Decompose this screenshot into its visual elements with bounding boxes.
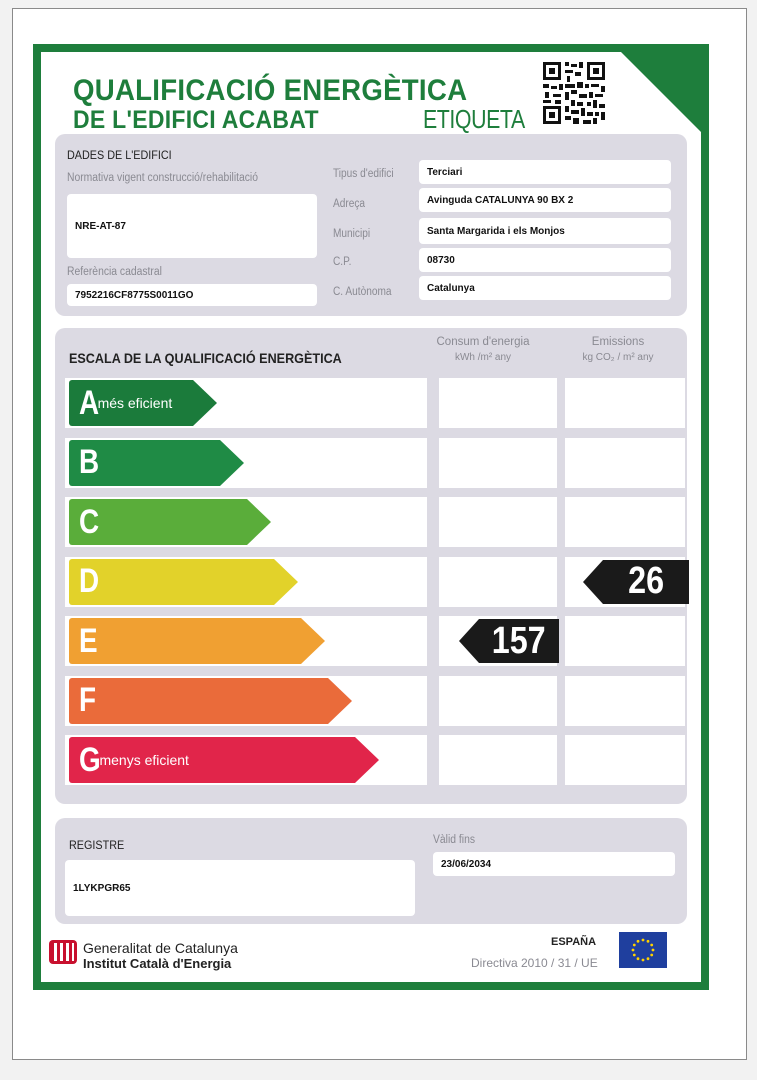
- field-label: Tipus d'edifici: [333, 168, 394, 180]
- title-line1: QUALIFICACIÓ ENERGÈTICA: [73, 74, 468, 107]
- emissions-cell: [565, 735, 685, 785]
- field-label: Municipi: [333, 228, 371, 240]
- regulation-value: NRE-AT-87: [67, 194, 317, 258]
- consumption-value-marker: [459, 619, 559, 663]
- class-arrow-f: [69, 678, 352, 724]
- class-letter: G: [79, 740, 101, 779]
- consumption-unit: kWh /m² any: [454, 352, 512, 363]
- building-section-title: DADES DE L'EDIFICI: [67, 148, 172, 162]
- consumption-cell: [439, 497, 557, 547]
- building-data-panel: [55, 134, 687, 316]
- class-arrow-a: [69, 380, 217, 426]
- emissions-value-marker-text: 26: [628, 560, 664, 602]
- cadastral-label: Referència cadastral: [67, 266, 162, 278]
- consumption-cell: [439, 378, 557, 428]
- emissions-unit: kg CO₂ / m² any: [582, 352, 654, 363]
- register-value: 1LYKPGR65: [65, 860, 415, 916]
- qr-code-icon: [541, 60, 607, 126]
- class-arrow-e: [69, 618, 325, 664]
- consumption-header: Consum d'energia: [436, 336, 530, 348]
- corner-triangle: [613, 44, 709, 140]
- emissions-cell: [565, 616, 685, 666]
- cadastral-value: 7952216CF8775S0011GO: [67, 284, 317, 306]
- regulation-label: Normativa vigent construcció/rehabilitació: [67, 172, 258, 184]
- consumption-cell: [439, 438, 557, 488]
- consumption-value-marker-text: 157: [492, 619, 546, 662]
- class-arrow-c: [69, 499, 271, 545]
- class-letter: F: [79, 681, 97, 719]
- field-value: Catalunya: [419, 276, 671, 300]
- consumption-cell: [439, 735, 557, 785]
- consumption-cell: [439, 676, 557, 726]
- emissions-cell: [565, 378, 685, 428]
- label-type: ETIQUETA: [423, 104, 525, 134]
- valid-until-label: Vàlid fins: [433, 834, 476, 846]
- country-label: ESPAÑA: [551, 936, 597, 948]
- class-arrow-d: [69, 559, 298, 605]
- register-label: REGISTRE: [69, 838, 125, 852]
- emissions-value-marker: [583, 560, 689, 604]
- class-caption: menys eficient: [99, 752, 189, 768]
- org-name-1: Generalitat de Catalunya: [83, 940, 238, 956]
- class-arrow-g: [69, 737, 379, 783]
- field-label: Adreça: [333, 198, 366, 210]
- class-letter: D: [79, 562, 100, 600]
- class-arrow-b: [69, 440, 244, 486]
- field-value: Avinguda CATALUNYA 90 BX 2: [419, 188, 671, 212]
- scale-title: ESCALA DE LA QUALIFICACIÓ ENERGÈTICA: [69, 350, 342, 366]
- emissions-header: Emissions: [591, 336, 645, 348]
- directive-label: Directiva 2010 / 31 / UE: [471, 956, 598, 970]
- class-letter: A: [79, 383, 100, 422]
- class-caption: més eficient: [97, 395, 173, 411]
- energy-label: [33, 44, 709, 990]
- field-value: Terciari: [419, 160, 671, 184]
- emissions-cell: [565, 438, 685, 488]
- generalitat-logo-icon: [49, 938, 77, 966]
- register-panel: [55, 818, 687, 924]
- field-value: 08730: [419, 248, 671, 272]
- consumption-cell: [439, 557, 557, 607]
- field-value: Santa Margarida i els Monjos: [419, 218, 671, 244]
- emissions-cell: [565, 497, 685, 547]
- energy-scale-panel: [55, 328, 687, 804]
- emissions-cell: [565, 676, 685, 726]
- field-label: C.P.: [333, 256, 352, 268]
- valid-until-value: 23/06/2034: [433, 852, 675, 876]
- class-letter: C: [79, 502, 100, 541]
- org-name-2: Institut Català d'Energia: [83, 956, 232, 971]
- title-line2: DE L'EDIFICI ACABAT: [73, 106, 319, 134]
- eu-flag-icon: [619, 932, 667, 968]
- class-letter: B: [79, 443, 100, 481]
- class-letter: E: [79, 621, 98, 660]
- field-label: C. Autònoma: [333, 286, 392, 298]
